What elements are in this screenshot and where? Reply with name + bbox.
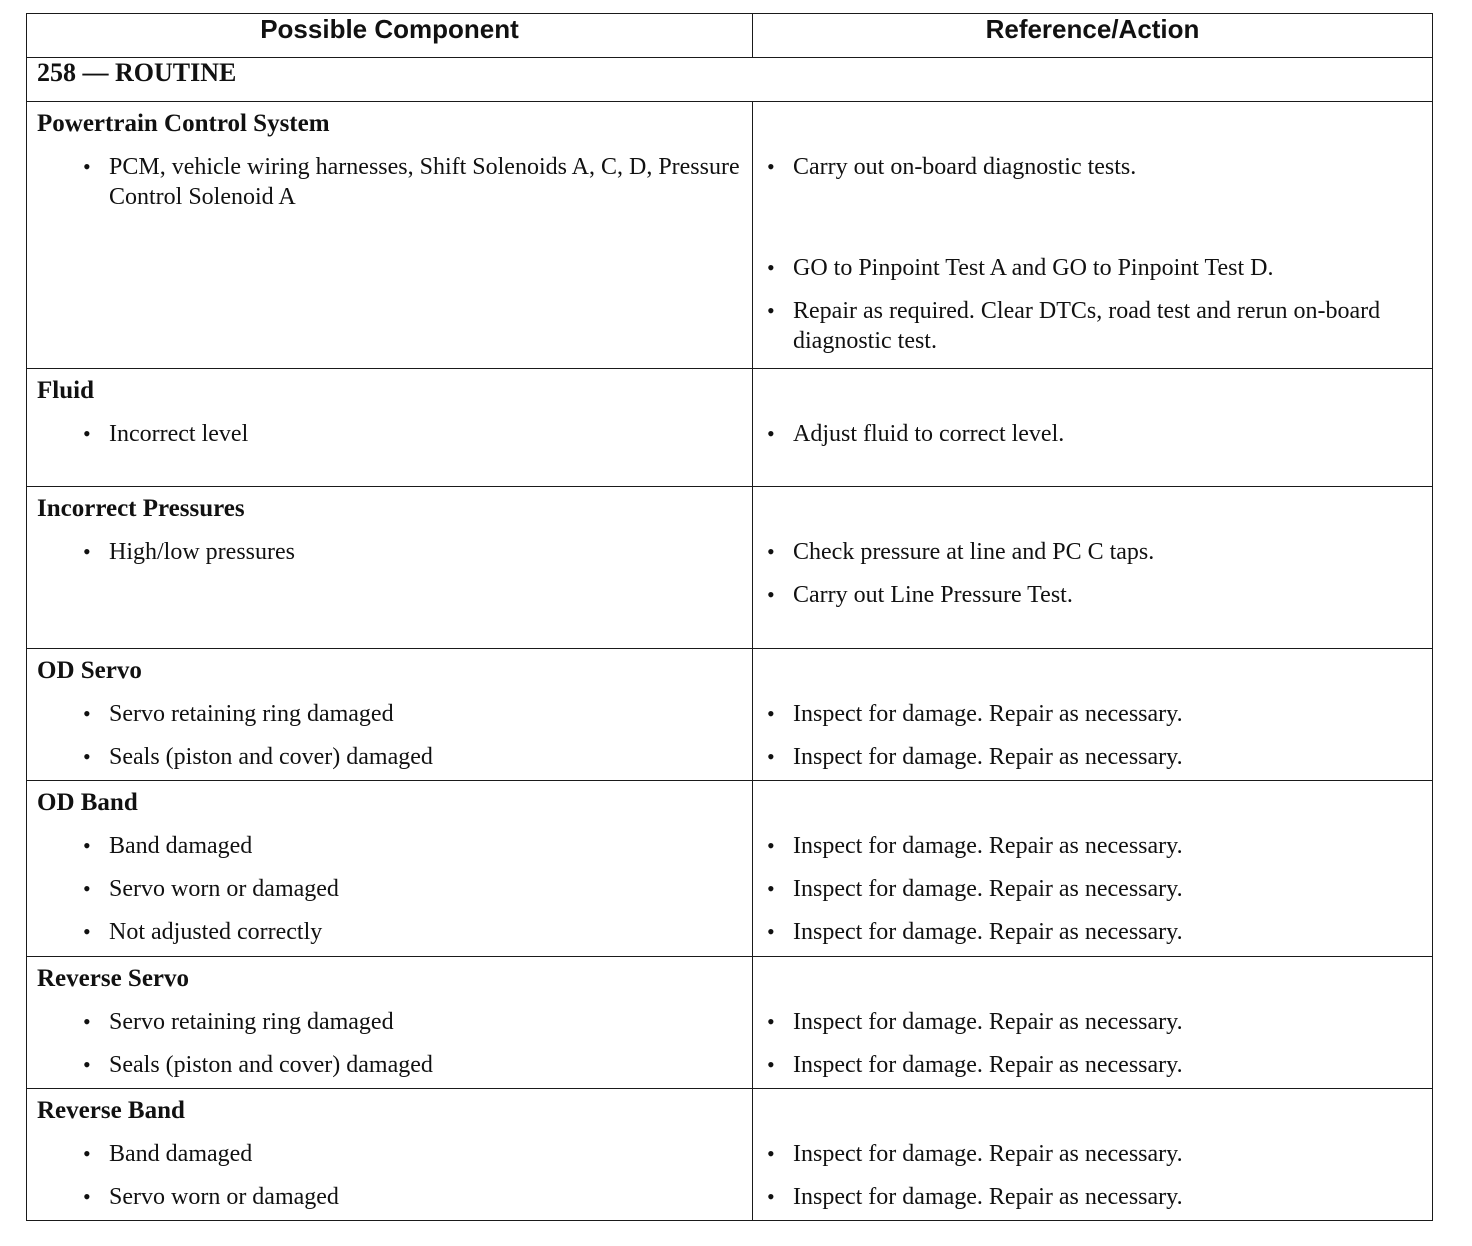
component-item [37, 537, 742, 567]
bullet-icon: • [83, 421, 91, 446]
component-item [37, 917, 742, 947]
section-title: Reverse Servo [37, 965, 190, 992]
bullet-icon: • [83, 744, 91, 769]
bullet-icon: • [767, 876, 775, 901]
bullet-icon: • [767, 255, 775, 280]
action-item [763, 253, 1422, 283]
component-cell [27, 487, 753, 649]
component-cell [27, 1089, 753, 1221]
component-item [37, 1050, 742, 1080]
section-row-powertrain-control-system [27, 102, 1433, 369]
action-spacer [763, 787, 1422, 818]
section-row-reverse-band [27, 1089, 1433, 1221]
action-text: Inspect for damage. Repair as necessary. [793, 1009, 1183, 1035]
bullet-icon: • [767, 582, 775, 607]
component-text: Incorrect level [109, 421, 249, 447]
section-row-od-servo [27, 649, 1433, 781]
routine-row [27, 58, 1433, 102]
bullet-icon: • [767, 833, 775, 858]
action-cell [753, 1089, 1433, 1221]
action-text: Inspect for damage. Repair as necessary. [793, 701, 1183, 727]
bullet-icon: • [767, 154, 775, 179]
action-item [763, 296, 1422, 356]
action-item [763, 742, 1422, 772]
bullet-icon: • [767, 1009, 775, 1034]
section-row-incorrect-pressures [27, 487, 1433, 649]
action-text: Inspect for damage. Repair as necessary. [793, 876, 1183, 902]
bullet-icon: • [83, 539, 91, 564]
column-header-component: Possible Component [27, 14, 753, 58]
component-item [37, 1139, 742, 1169]
component-cell [27, 957, 753, 1089]
bullet-icon: • [83, 1184, 91, 1209]
component-text: Servo worn or damaged [109, 1184, 339, 1210]
action-spacer [763, 963, 1422, 994]
action-text: Inspect for damage. Repair as necessary. [793, 919, 1183, 945]
action-item [763, 917, 1422, 947]
bullet-icon: • [767, 701, 775, 726]
bullet-icon: • [83, 1052, 91, 1077]
action-item [763, 1182, 1422, 1212]
action-item [763, 699, 1422, 729]
action-text: GO to Pinpoint Test A and GO to Pinpoint Test D. [793, 255, 1274, 281]
bullet-icon: • [83, 154, 91, 179]
component-text: Servo retaining ring damaged [109, 701, 394, 727]
action-item [763, 419, 1422, 449]
action-item [763, 580, 1422, 610]
bullet-icon: • [767, 298, 775, 323]
component-cell [27, 781, 753, 957]
action-cell [753, 487, 1433, 649]
bullet-icon: • [83, 919, 91, 944]
section-row-od-band [27, 781, 1433, 957]
bullet-icon: • [767, 744, 775, 769]
action-item [763, 152, 1422, 182]
action-text: Inspect for damage. Repair as necessary. [793, 1141, 1183, 1167]
component-text: Band damaged [109, 1141, 253, 1167]
action-text: Inspect for damage. Repair as necessary. [793, 1184, 1183, 1210]
action-text: Inspect for damage. Repair as necessary. [793, 833, 1183, 859]
bullet-icon: • [83, 1141, 91, 1166]
section-row-reverse-servo [27, 957, 1433, 1089]
component-cell [27, 102, 753, 369]
action-text: Adjust fluid to correct level. [793, 421, 1065, 447]
component-item [37, 742, 742, 772]
action-text: Carry out Line Pressure Test. [793, 582, 1073, 608]
component-text: Band damaged [109, 833, 253, 859]
bullet-icon: • [83, 876, 91, 901]
action-cell [753, 957, 1433, 1089]
component-cell [27, 369, 753, 487]
bullet-icon: • [767, 1141, 775, 1166]
bullet-icon: • [83, 833, 91, 858]
bullet-icon: • [767, 1052, 775, 1077]
component-text: Seals (piston and cover) damaged [109, 744, 433, 770]
section-title: Incorrect Pressures [37, 495, 245, 522]
action-text: Check pressure at line and PC C taps. [793, 539, 1155, 565]
action-item [763, 874, 1422, 904]
action-spacer [763, 375, 1422, 406]
action-item [763, 1139, 1422, 1169]
action-spacer [763, 1095, 1422, 1126]
component-item [37, 831, 742, 861]
routine-label: 258 — ROUTINE [27, 58, 1433, 102]
header-row [27, 14, 1433, 58]
bullet-icon: • [767, 539, 775, 564]
action-cell [753, 649, 1433, 781]
diagnostic-table [26, 13, 1433, 1221]
component-cell [27, 649, 753, 781]
action-item [763, 831, 1422, 861]
action-item [763, 537, 1422, 567]
action-cell [753, 369, 1433, 487]
component-item [37, 152, 742, 212]
action-text: Carry out on-board diagnostic tests. [793, 154, 1137, 180]
action-spacer [763, 493, 1422, 524]
section-row-fluid [27, 369, 1433, 487]
component-text: High/low pressures [109, 539, 295, 565]
component-item [37, 1007, 742, 1037]
bullet-icon: • [767, 1184, 775, 1209]
column-header-action: Reference/Action [753, 14, 1433, 58]
section-title: Powertrain Control System [37, 110, 330, 137]
section-title: OD Band [37, 789, 138, 816]
component-item [37, 699, 742, 729]
component-text: Servo retaining ring damaged [109, 1009, 394, 1035]
action-item [763, 1050, 1422, 1080]
action-item [763, 1007, 1422, 1037]
bullet-icon: • [767, 421, 775, 446]
component-text: PCM, vehicle wiring harnesses, Shift Solenoids A, C, D, Pressure Control Solenoid A [109, 154, 740, 210]
action-cell [753, 102, 1433, 369]
action-text: Repair as required. Clear DTCs, road test and rerun on-board diagnostic test. [793, 298, 1381, 354]
section-title: Reverse Band [37, 1097, 185, 1124]
action-text: Inspect for damage. Repair as necessary. [793, 744, 1183, 770]
component-text: Seals (piston and cover) damaged [109, 1052, 433, 1078]
component-item [37, 874, 742, 904]
bullet-icon: • [767, 919, 775, 944]
section-title: OD Servo [37, 657, 142, 684]
action-cell [753, 781, 1433, 957]
component-item [37, 1182, 742, 1212]
section-title: Fluid [37, 377, 94, 404]
component-item [37, 419, 742, 449]
action-spacer [763, 655, 1422, 686]
bullet-icon: • [83, 1009, 91, 1034]
component-text: Servo worn or damaged [109, 876, 339, 902]
action-spacer [763, 108, 1422, 139]
bullet-icon: • [83, 701, 91, 726]
action-text: Inspect for damage. Repair as necessary. [793, 1052, 1183, 1078]
component-text: Not adjusted correctly [109, 919, 323, 945]
